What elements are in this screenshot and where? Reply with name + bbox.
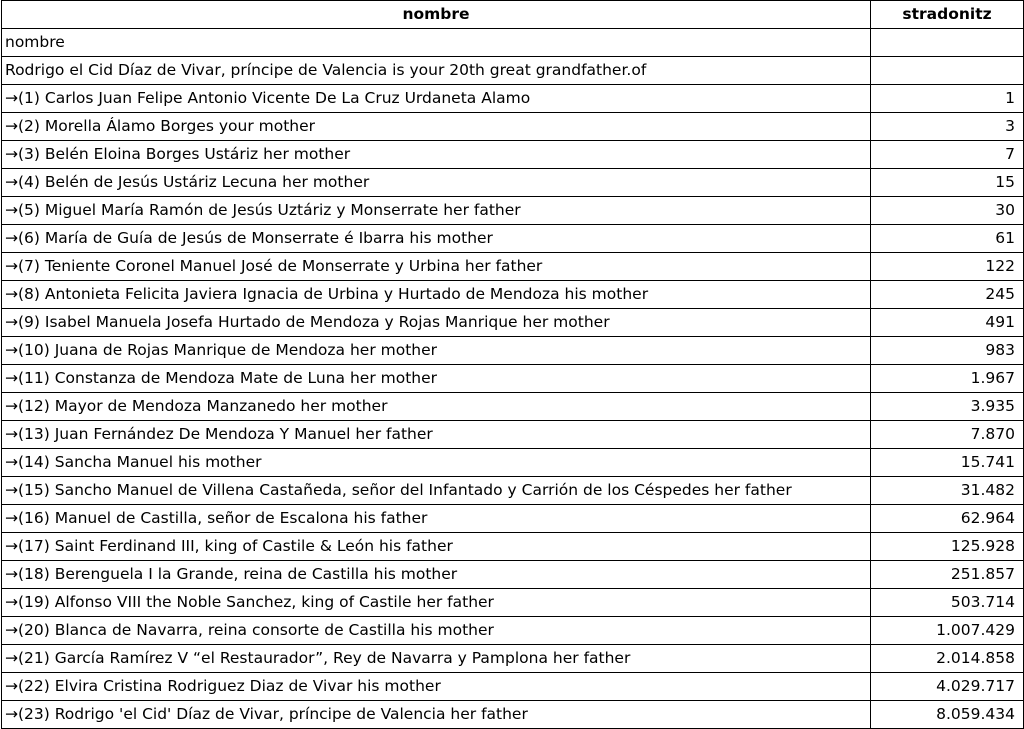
name-cell[interactable]: →(5) Miguel María Ramón de Jesús Uztáriz y Monserrate her father [2, 197, 871, 225]
stradonitz-cell[interactable]: 15.741 [871, 449, 1024, 477]
table-row [2, 281, 1024, 309]
name-cell[interactable]: →(10) Juana de Rojas Manrique de Mendoza her mother [2, 337, 871, 365]
name-cell[interactable]: →(11) Constanza de Mendoza Mate de Luna her mother [2, 365, 871, 393]
stradonitz-cell[interactable]: 1.967 [871, 365, 1024, 393]
header-row [2, 1, 1024, 29]
name-cell[interactable]: →(21) García Ramírez V “el Restaurador”, Rey de Navarra y Pamplona her father [2, 645, 871, 673]
name-cell[interactable]: →(3) Belén Eloina Borges Ustáriz her mother [2, 141, 871, 169]
name-cell[interactable]: →(9) Isabel Manuela Josefa Hurtado de Mendoza y Rojas Manrique her mother [2, 309, 871, 337]
stradonitz-cell[interactable]: 15 [871, 169, 1024, 197]
table-row [2, 309, 1024, 337]
stradonitz-cell[interactable]: 7 [871, 141, 1024, 169]
table-row [2, 421, 1024, 449]
name-cell[interactable]: →(23) Rodrigo 'el Cid' Díaz de Vivar, príncipe de Valencia her father [2, 701, 871, 729]
name-cell[interactable]: nombre [2, 29, 871, 57]
table-row [2, 645, 1024, 673]
genealogy-table [1, 0, 1024, 729]
name-cell[interactable]: →(6) María de Guía de Jesús de Monserrate é Ibarra his mother [2, 225, 871, 253]
stradonitz-cell[interactable]: 491 [871, 309, 1024, 337]
column-header-nombre[interactable]: nombre [2, 1, 871, 29]
name-cell[interactable]: Rodrigo el Cid Díaz de Vivar, príncipe de Valencia is your 20th great grandfather.of [2, 57, 871, 85]
name-cell[interactable]: →(2) Morella Álamo Borges your mother [2, 113, 871, 141]
stradonitz-cell[interactable]: 30 [871, 197, 1024, 225]
name-cell[interactable]: →(7) Teniente Coronel Manuel José de Monserrate y Urbina her father [2, 253, 871, 281]
table-row [2, 617, 1024, 645]
table-row [2, 113, 1024, 141]
name-cell[interactable]: →(19) Alfonso VIII the Noble Sanchez, king of Castile her father [2, 589, 871, 617]
stradonitz-cell[interactable]: 7.870 [871, 421, 1024, 449]
stradonitz-cell[interactable]: 4.029.717 [871, 673, 1024, 701]
table-row [2, 505, 1024, 533]
stradonitz-cell[interactable]: 31.482 [871, 477, 1024, 505]
table-row [2, 673, 1024, 701]
table-row [2, 393, 1024, 421]
stradonitz-cell[interactable]: 503.714 [871, 589, 1024, 617]
stradonitz-cell[interactable]: 2.014.858 [871, 645, 1024, 673]
name-cell[interactable]: →(18) Berenguela I la Grande, reina de Castilla his mother [2, 561, 871, 589]
stradonitz-cell[interactable]: 251.857 [871, 561, 1024, 589]
stradonitz-cell[interactable]: 245 [871, 281, 1024, 309]
table-row [2, 225, 1024, 253]
table-row [2, 589, 1024, 617]
table-row [2, 85, 1024, 113]
name-cell[interactable]: →(12) Mayor de Mendoza Manzanedo her mother [2, 393, 871, 421]
table-row [2, 169, 1024, 197]
name-cell[interactable]: →(13) Juan Fernández De Mendoza Y Manuel her father [2, 421, 871, 449]
name-cell[interactable]: →(15) Sancho Manuel de Villena Castañeda, señor del Infantado y Carrión de los Céspedes her father [2, 477, 871, 505]
table-row [2, 533, 1024, 561]
name-cell[interactable]: →(4) Belén de Jesús Ustáriz Lecuna her mother [2, 169, 871, 197]
stradonitz-cell[interactable]: 1 [871, 85, 1024, 113]
column-header-stradonitz[interactable]: stradonitz [871, 1, 1024, 29]
stradonitz-cell[interactable]: 122 [871, 253, 1024, 281]
table-row [2, 337, 1024, 365]
table-body [2, 29, 1024, 729]
name-cell[interactable]: →(17) Saint Ferdinand III, king of Castile & León his father [2, 533, 871, 561]
name-cell[interactable]: →(22) Elvira Cristina Rodriguez Diaz de Vivar his mother [2, 673, 871, 701]
name-cell[interactable]: →(14) Sancha Manuel his mother [2, 449, 871, 477]
name-cell[interactable]: →(8) Antonieta Felicita Javiera Ignacia de Urbina y Hurtado de Mendoza his mother [2, 281, 871, 309]
name-cell[interactable]: →(20) Blanca de Navarra, reina consorte de Castilla his mother [2, 617, 871, 645]
table-row [2, 57, 1024, 85]
table-row [2, 197, 1024, 225]
stradonitz-cell[interactable]: 62.964 [871, 505, 1024, 533]
stradonitz-cell[interactable]: 61 [871, 225, 1024, 253]
table-row [2, 29, 1024, 57]
stradonitz-cell[interactable]: 1.007.429 [871, 617, 1024, 645]
table-row [2, 561, 1024, 589]
stradonitz-cell[interactable] [871, 29, 1024, 57]
stradonitz-cell[interactable]: 3 [871, 113, 1024, 141]
table-row [2, 701, 1024, 729]
name-cell[interactable]: →(1) Carlos Juan Felipe Antonio Vicente De La Cruz Urdaneta Alamo [2, 85, 871, 113]
stradonitz-cell[interactable]: 3.935 [871, 393, 1024, 421]
stradonitz-cell[interactable]: 125.928 [871, 533, 1024, 561]
name-cell[interactable]: →(16) Manuel de Castilla, señor de Escalona his father [2, 505, 871, 533]
table-row [2, 141, 1024, 169]
stradonitz-cell[interactable] [871, 57, 1024, 85]
table-row [2, 477, 1024, 505]
table-row [2, 253, 1024, 281]
stradonitz-cell[interactable]: 983 [871, 337, 1024, 365]
table-row [2, 449, 1024, 477]
stradonitz-cell[interactable]: 8.059.434 [871, 701, 1024, 729]
table-row [2, 365, 1024, 393]
